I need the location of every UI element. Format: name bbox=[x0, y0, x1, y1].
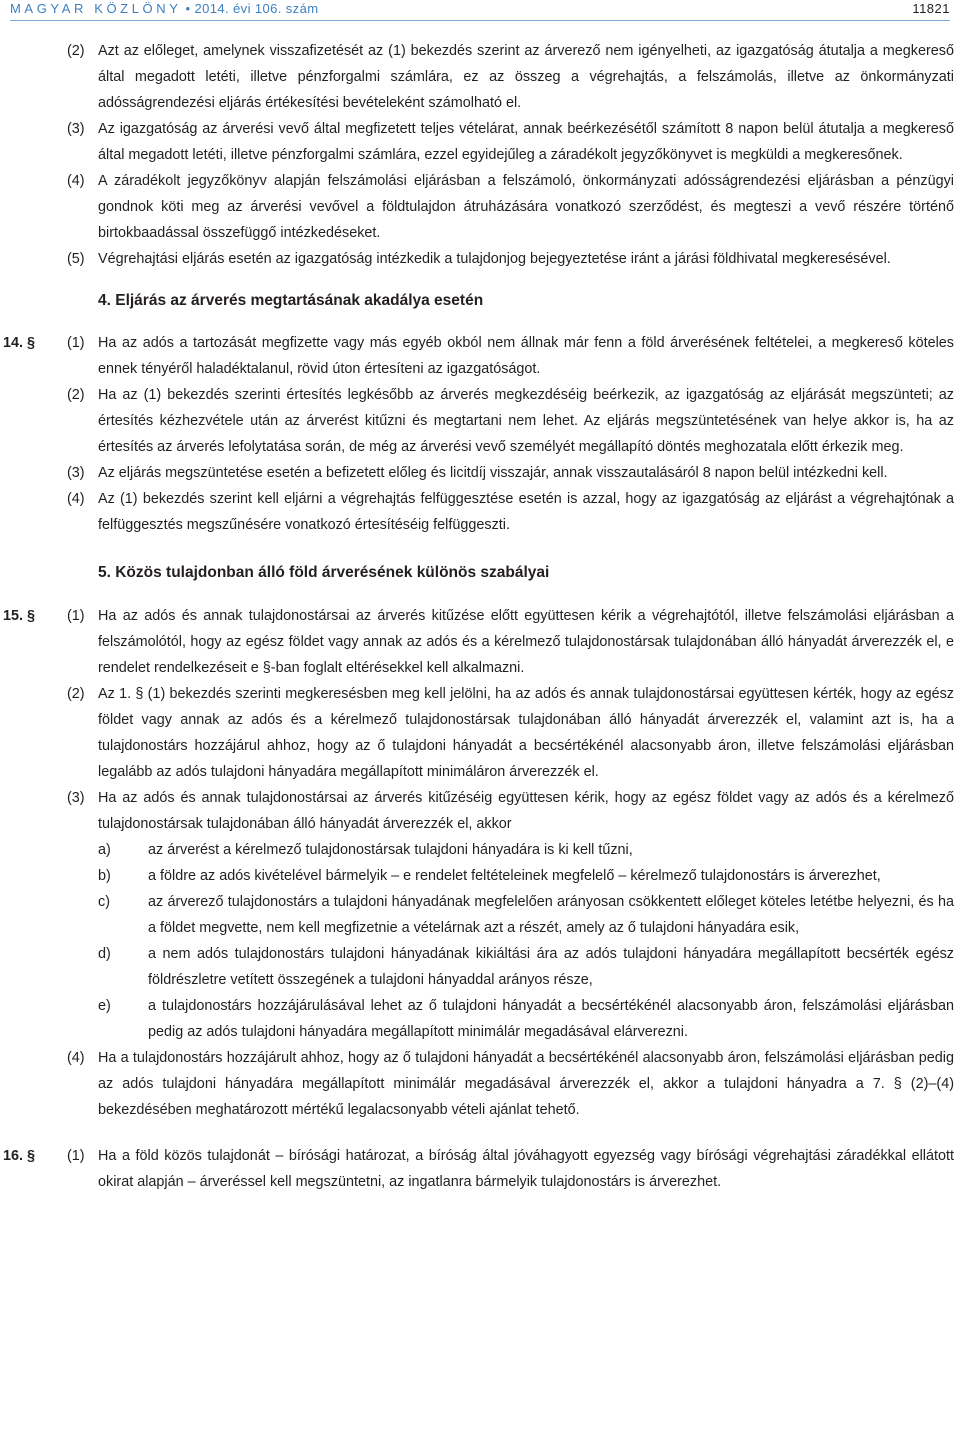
list-item-label: d) bbox=[98, 946, 111, 962]
header-divider bbox=[10, 20, 950, 21]
paragraph-text: Az igazgatóság az árverési vevő által megfizetett teljes vételárat, annak beérkezésétől számított 8 napon belül átutalja a megkereső által megadott letéti, illetve pénzforgalmi számlára, ezzel egyidejűleg a záradékolt jegyzőkönyvet is megküldi a megkeresőnek. bbox=[98, 121, 954, 163]
document-body bbox=[0, 38, 954, 1195]
list-item-text: a nem adós tulajdonostárs tulajdoni hányadának kikiáltási ára az adós tulajdoni hányadára megállapított becsérték egész földrészletre vetített összegének a tulajdoni hányaddal arányos része, bbox=[148, 946, 954, 988]
paragraph-number: (3) bbox=[67, 121, 85, 137]
paragraph-number: (5) bbox=[67, 251, 85, 267]
paragraph-text: Ha a föld közös tulajdonát – bírósági határozat, a bíróság által jóváhagyott egyezség vagy bírósági végrehajtási záradékkal ellátott okirat alapján – árveréssel kell megszüntetni, az ingatlanra bármelyik tulajdonostárs is árverezhet. bbox=[98, 1148, 954, 1190]
paragraph bbox=[0, 330, 954, 382]
paragraph-text: Ha az adós és annak tulajdonostársai az árverés kitűzéséig együttesen kérik, hogy az egész földet vagy az adós és a kérelmező tulajdonostársak tulajdonában álló hányadát árverezzék el, akkor bbox=[98, 790, 954, 832]
paragraph-number: (2) bbox=[67, 43, 85, 59]
paragraph bbox=[0, 1045, 954, 1123]
paragraph-number: (1) bbox=[67, 608, 85, 624]
section-heading: 4. Eljárás az árverés megtartásának akadálya esetén bbox=[98, 292, 484, 309]
paragraph bbox=[0, 382, 954, 460]
paragraph-text: Ha a tulajdonostárs hozzájárult ahhoz, hogy az ő tulajdoni hányadát a becsértékénél alacsonyabb áron, felszámolási eljárásban pedig az adós tulajdoni hányadára megállapított minimálár megadásával árverezzék el, akkor a tulajdoni hányadra a 7. § (2)–(4) bekezdésében meghatározott mértékű legalacsonyabb vételi ajánlat tehető. bbox=[98, 1050, 954, 1118]
paragraph-text: Azt az előleget, amelynek visszafizetését az (1) bekezdés szerint az árverező nem igényelheti, az igazgatóság átutalja a megkereső által megadott letéti, illetve pénzforgalmi számlára, ez az összeg a végrehajtás, a felszámolás, illetve az önkormányzati adósságrendezési eljárás értékesítési bevételeként számolható el. bbox=[98, 43, 954, 111]
list-item-text: a földre az adós kivételével bármelyik – e rendelet feltételeinek megfelelő – kérelmező tulajdonostárs is árverezhet, bbox=[148, 868, 881, 884]
list-item bbox=[0, 941, 954, 993]
section-number: 15. § bbox=[3, 608, 36, 624]
list-item-text: a tulajdonostárs hozzájárulásával lehet az ő tulajdoni hányadát a becsértékénél alacsonyabb áron, felszámolási eljárásban pedig az adós tulajdoni hányadára megállapított minimálár megadásával elárverezni. bbox=[148, 998, 954, 1040]
paragraph bbox=[0, 168, 954, 246]
list-item bbox=[0, 889, 954, 941]
section-number: 16. § bbox=[3, 1148, 36, 1164]
section-heading: 5. Közös tulajdonban álló föld árverésének különös szabályai bbox=[98, 564, 550, 581]
paragraph-number: (3) bbox=[67, 465, 85, 481]
list-item-label: e) bbox=[98, 998, 111, 1014]
paragraph bbox=[0, 116, 954, 168]
list-item bbox=[0, 993, 954, 1045]
paragraph bbox=[0, 681, 954, 785]
header-bullet: • bbox=[185, 1, 191, 16]
section-number: 14. § bbox=[3, 335, 36, 351]
paragraph-text: Az eljárás megszüntetése esetén a befizetett előleg és licitdíj visszajár, annak visszautalásáról 8 napon belül intézkedni kell. bbox=[98, 465, 888, 481]
paragraph-number: (3) bbox=[67, 790, 85, 806]
paragraph-text: Végrehajtási eljárás esetén az igazgatóság intézkedik a tulajdonjog bejegyeztetése iránt a járási földhivatal megkeresésével. bbox=[98, 251, 891, 267]
page-number: 11821 bbox=[912, 1, 950, 16]
list-item-label: a) bbox=[98, 842, 111, 858]
paragraph bbox=[0, 486, 954, 538]
list-item bbox=[0, 863, 954, 889]
paragraph bbox=[0, 246, 954, 272]
paragraph-text: Ha az adós és annak tulajdonostársai az árverés kitűzése előtt együttesen kérik a végrehajtótól, illetve felszámolási eljárásban a felszámolótól, hogy az egész földet vagy annak az adós és a kérelmező tulajdonostársak tulajdonában álló hányadát árverezzék el, e rendelet rendelkezéseit e §-ban foglalt eltérésekkel kell alkalmazni. bbox=[98, 608, 954, 676]
header-left bbox=[10, 0, 318, 17]
paragraph-number: (2) bbox=[67, 387, 85, 403]
paragraph bbox=[0, 1143, 954, 1195]
paragraph-text: Az 1. § (1) bekezdés szerinti megkeresésben meg kell jelölni, ha az adós és annak tulajdonostársai együttesen kérték, hogy az egész földet vagy annak az adós és a kérelmező tulajdonostársak tulajdonában álló hányadát árverezzék el, valamint azt is, ha a tulajdonostárs hozzájárul ahhoz, hogy az ő tulajdoni hányadát a becsértékénél alacsonyabb áron, illetve felszámolási eljárásban legalább az adós tulajdoni hányadára megállapított minimáláron árverezzék el. bbox=[98, 686, 954, 780]
paragraph-number: (2) bbox=[67, 686, 85, 702]
paragraph-text: A záradékolt jegyzőkönyv alapján felszámolási eljárásban a felszámoló, önkormányzati adósságrendezési eljárásban a pénzügyi gondnok köti meg az árverési vevővel a földtulajdon átruházására vonatkozó szerződést, és megteszi a vevő részére történő birtokbaadással összefüggő intézkedéseket. bbox=[98, 173, 954, 241]
paragraph-text: Az (1) bekezdés szerint kell eljárni a végrehajtás felfüggesztése esetén is azzal, hogy az igazgatóság az eljárást a végrehajtónak a felfüggesztés megszűnésére vonatkozó értesítéséig felfüggeszti. bbox=[98, 491, 954, 533]
paragraph-number: (1) bbox=[67, 335, 85, 351]
paragraph bbox=[0, 785, 954, 837]
paragraph-text: Ha az adós a tartozását megfizette vagy más egyéb okból nem állnak már fenn a föld árverésének feltételei, a megkereső köteles ennek tényéről haladéktalanul, rövid úton értesíteni az igazgatóságot. bbox=[98, 335, 954, 377]
paragraph-number: (4) bbox=[67, 1050, 85, 1066]
paragraph-number: (1) bbox=[67, 1148, 85, 1164]
list-item-text: az árverést a kérelmező tulajdonostársak tulajdoni hányadára is ki kell tűzni, bbox=[148, 842, 633, 858]
paragraph bbox=[0, 38, 954, 116]
issue-label: 2014. évi 106. szám bbox=[194, 1, 319, 16]
list-item-text: az árverező tulajdonostárs a tulajdoni hányadának megfelelően arányosan csökkentett előleget köteles letétbe helyezni, és ha a földet megvette, nem kell megfizetnie a vételárnak azt a részét, amely az ő tulajdoni hányadára esik, bbox=[148, 894, 954, 936]
publication-name: MAGYAR KÖZLÖNY bbox=[10, 1, 182, 16]
paragraph-text: Ha az (1) bekezdés szerinti értesítés legkésőbb az árverés megkezdéséig beérkezik, az igazgatóság az eljárását megszünteti; az értesítés kézhezvétele után az árverést kitűzni és megtartani nem lehet. Az eljárás megszüntetésének van helye akkor is, ha az értesítés az árverés lefolytatása során, de még az árverési vevő személyét megállapító döntés meghozatala előtt érkezik meg. bbox=[98, 387, 954, 455]
list-item-label: b) bbox=[98, 868, 111, 884]
paragraph-number: (4) bbox=[67, 173, 85, 189]
paragraph bbox=[0, 460, 954, 486]
list-item-label: c) bbox=[98, 894, 110, 910]
list-item bbox=[0, 837, 954, 863]
paragraph bbox=[0, 603, 954, 681]
paragraph-number: (4) bbox=[67, 491, 85, 507]
page-header bbox=[10, 0, 950, 19]
